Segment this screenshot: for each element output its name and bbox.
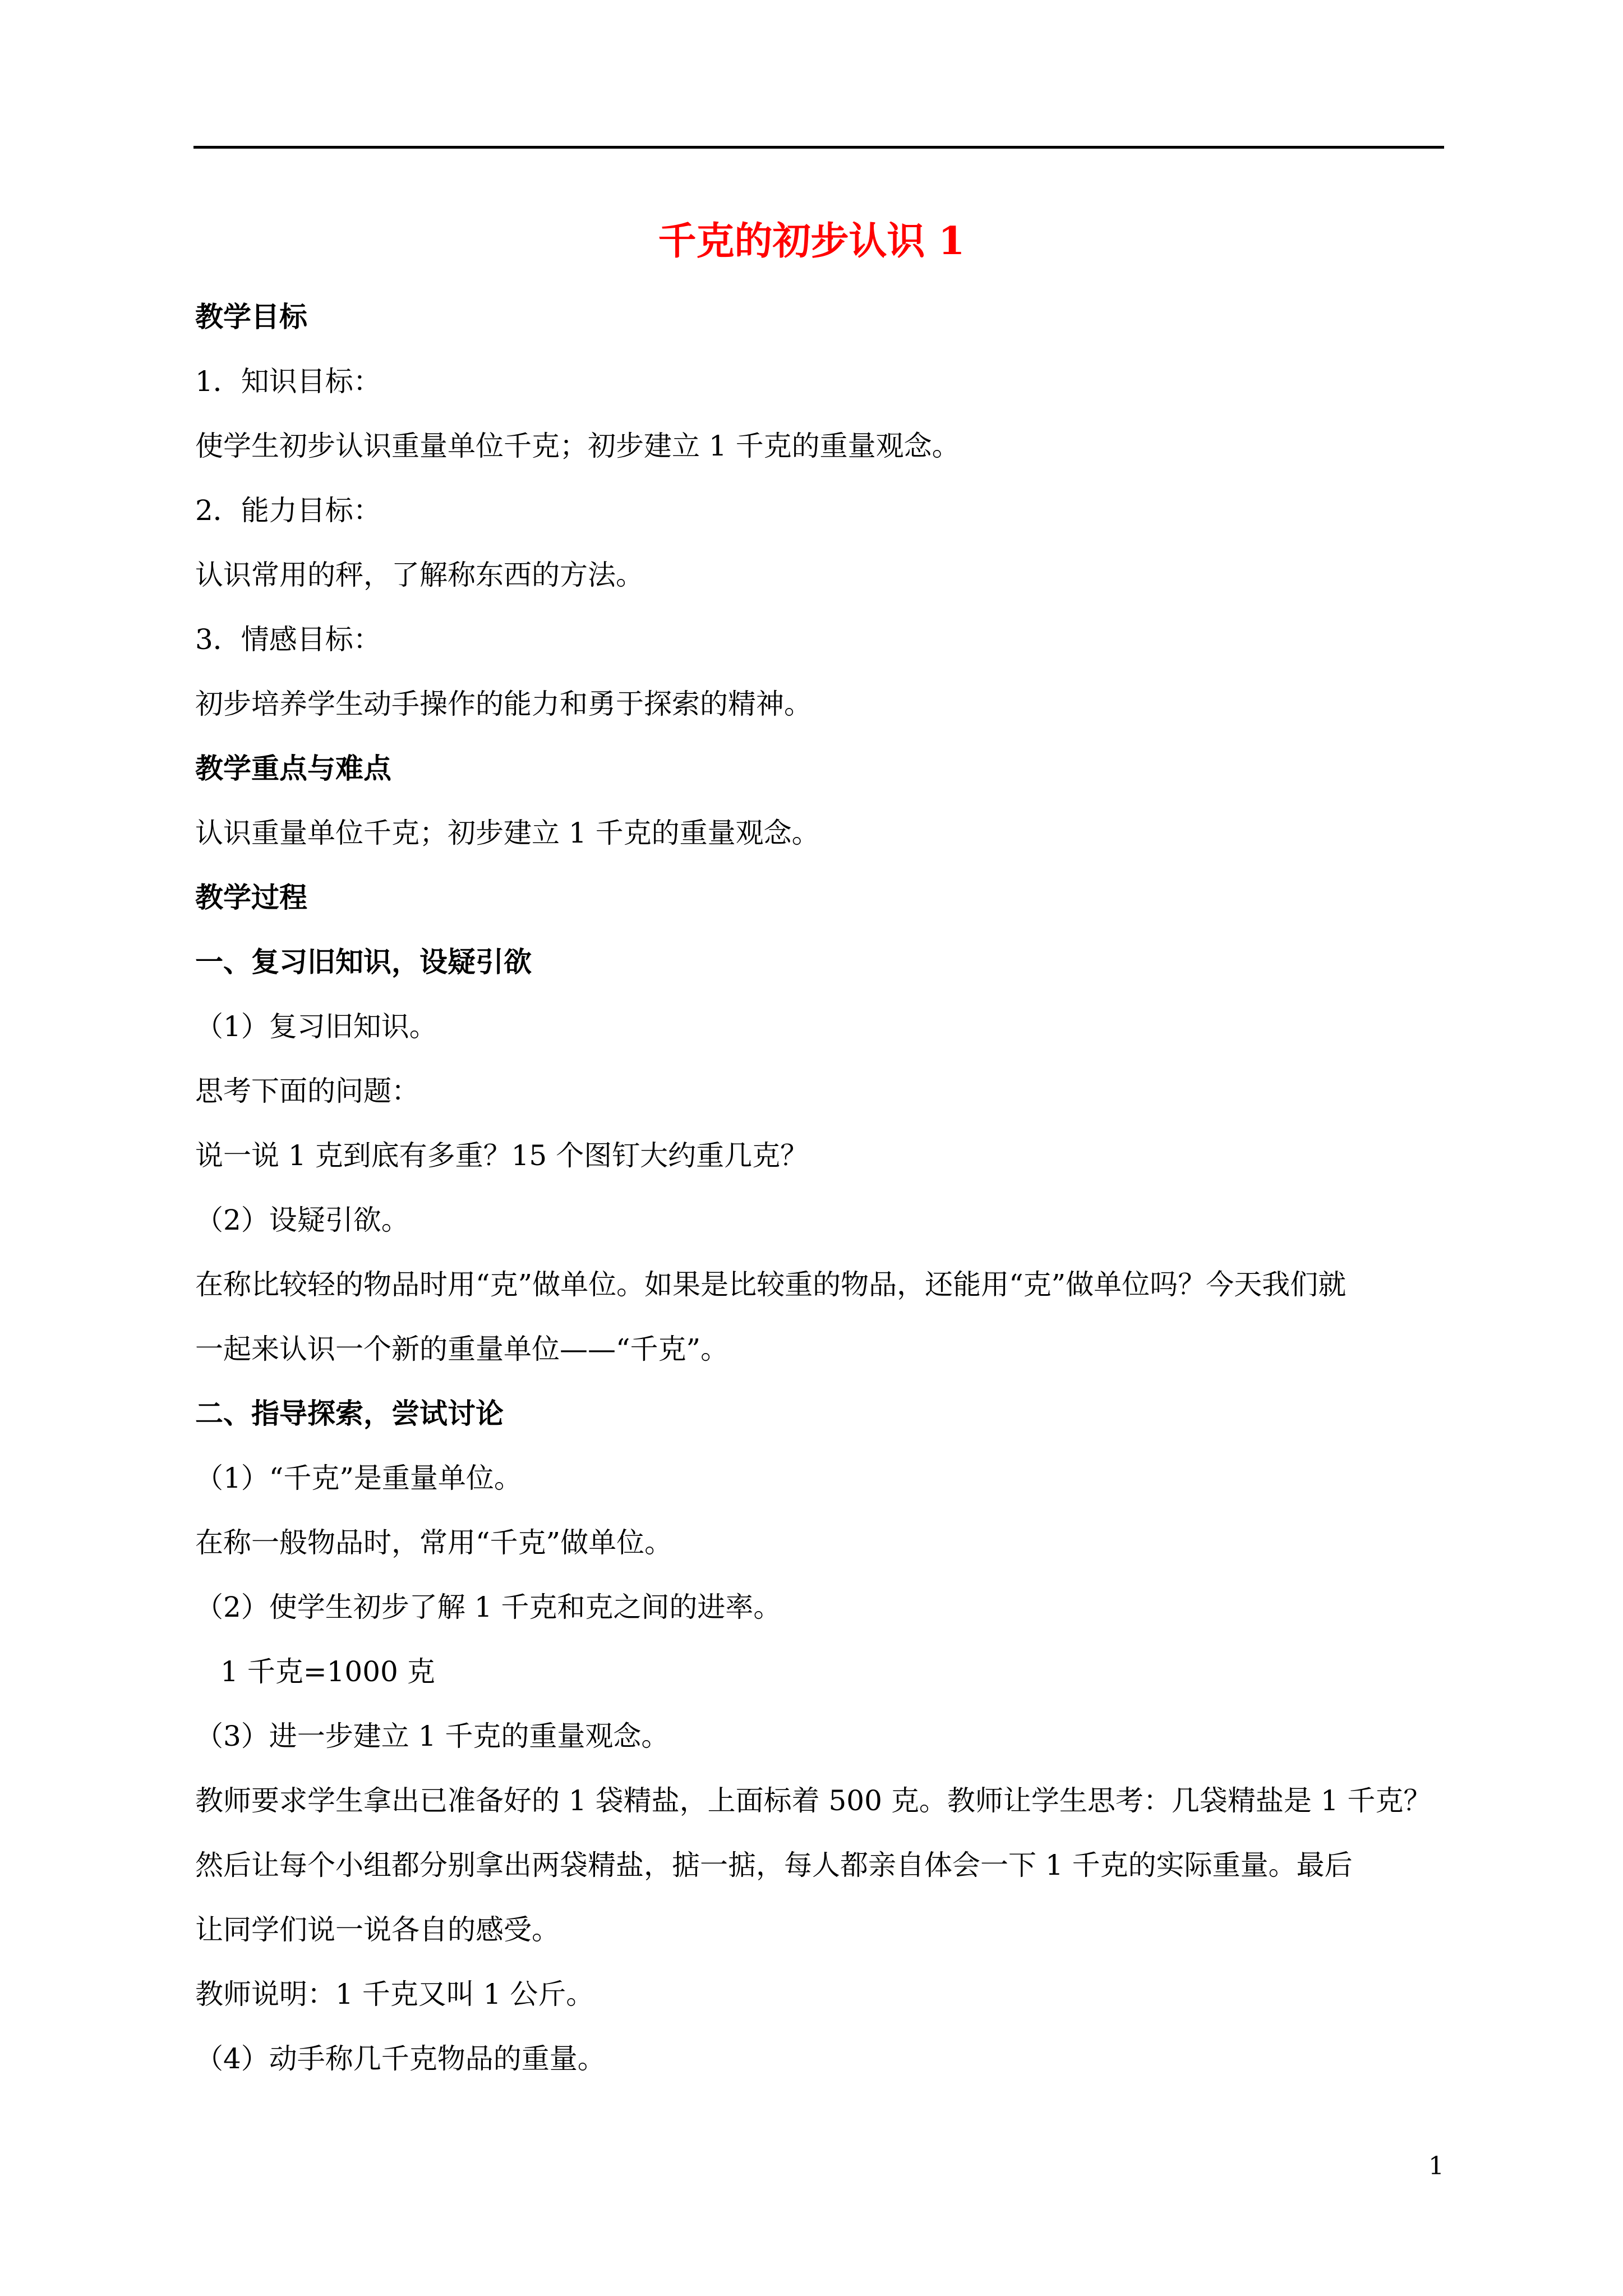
step-conversion-label: （2）使学生初步了解 1 千克和克之间的进率。 <box>195 1591 782 1623</box>
conversion-formula: 1 千克=1000 克 <box>220 1655 435 1688</box>
step-weight-concept-label: （3）进一步建立 1 千克的重量观念。 <box>195 1720 670 1752</box>
section-two-heading: 二、指导探索，尝试讨论 <box>195 1397 504 1430</box>
heading-teaching-process: 教学过程 <box>195 881 307 914</box>
objective-ability-label: 2．能力目标： <box>195 494 381 527</box>
page-number: 1 <box>1428 2152 1444 2180</box>
step-review-label: （1）复习旧知识。 <box>195 1010 437 1043</box>
objective-ability-text: 认识常用的秤，了解称东西的方法。 <box>195 559 644 591</box>
key-points-text: 认识重量单位千克；初步建立 1 千克的重量观念。 <box>195 817 820 849</box>
step-kilogram-unit-label: （1）“千克”是重量单位。 <box>195 1462 522 1494</box>
heading-teaching-objectives: 教学目标 <box>195 300 307 333</box>
step-inquiry-label: （2）设疑引欲。 <box>195 1204 409 1236</box>
think-question-text: 说一说 1 克到底有多重？15 个图钉大约重几克？ <box>195 1139 809 1172</box>
weight-concept-line-3: 让同学们说一说各自的感受。 <box>195 1913 560 1946</box>
inquiry-paragraph-line-1: 在称比较轻的物品时用“克”做单位。如果是比较重的物品，还能用“克”做单位吗？今天我们就 <box>195 1268 1347 1301</box>
teacher-note: 教师说明：1 千克又叫 1 公斤。 <box>195 1978 594 2010</box>
section-one-heading: 一、复习旧知识，设疑引欲 <box>195 945 532 978</box>
objective-knowledge-text: 使学生初步认识重量单位千克；初步建立 1 千克的重量观念。 <box>195 430 960 462</box>
heading-key-points: 教学重点与难点 <box>195 752 391 785</box>
header-rule <box>193 146 1444 149</box>
objective-emotion-text: 初步培养学生动手操作的能力和勇于探索的精神。 <box>195 688 812 720</box>
weight-concept-line-1: 教师要求学生拿出已准备好的 1 袋精盐，上面标着 500 克。教师让学生思考：几袋精盐是 1 千克？ <box>195 1784 1432 1817</box>
document-title: 千克的初步认识 1 <box>658 219 965 264</box>
objective-emotion-label: 3．情感目标： <box>195 623 381 656</box>
objective-knowledge-label: 1．知识目标： <box>195 365 381 398</box>
think-question-intro: 思考下面的问题： <box>195 1075 419 1107</box>
inquiry-paragraph-line-2: 一起来认识一个新的重量单位——“千克”。 <box>195 1333 729 1365</box>
kilogram-unit-text: 在称一般物品时，常用“千克”做单位。 <box>195 1526 673 1559</box>
step-weighing-label: （4）动手称几千克物品的重量。 <box>195 2042 606 2075</box>
weight-concept-line-2: 然后让每个小组都分别拿出两袋精盐，掂一掂，每人都亲自体会一下 1 千克的实际重量。最后 <box>195 1849 1353 1881</box>
